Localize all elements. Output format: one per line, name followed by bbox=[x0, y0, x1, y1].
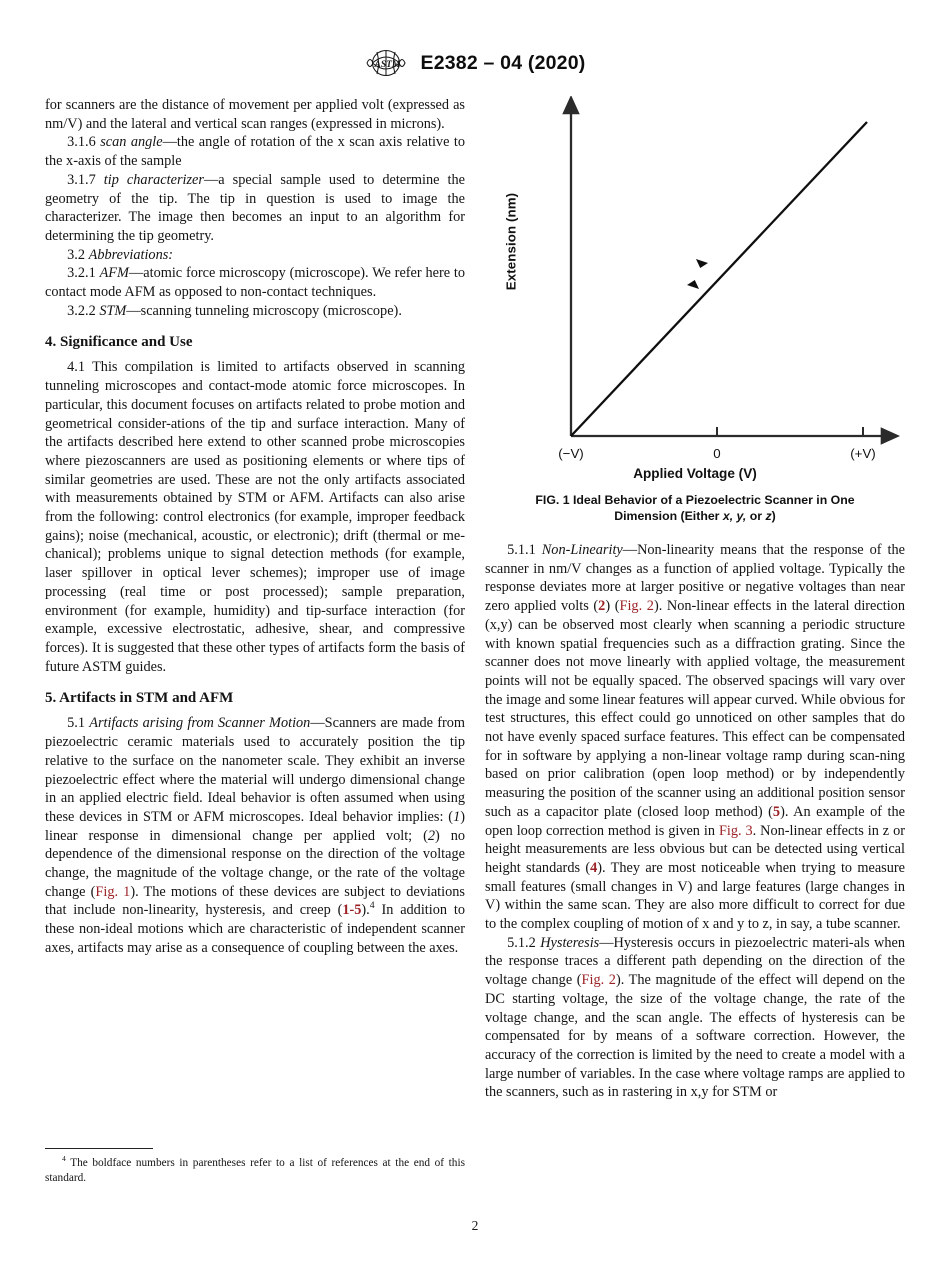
x-tick-label-left: (−V) bbox=[558, 446, 584, 461]
cross-reference-link[interactable]: Fig. 2 bbox=[619, 598, 654, 615]
p-3-1-6 bbox=[45, 133, 465, 170]
italic-term: STM bbox=[99, 302, 127, 319]
italic-term: Non-Linearity bbox=[541, 542, 623, 558]
p-3-2-2 bbox=[45, 302, 465, 321]
figure-caption-line-1: FIG. 1 Ideal Behavior of a Piezoelectric Scanner in One bbox=[535, 493, 855, 507]
text-run: ). Non-linear effects in the lateral direction (x,y) can be observed most clearly when scanning a periodic structure with known spatial frequencies such as a diffraction grating. Since the scanner does not move linearly with applied voltage, the measurement points will not be equally spaced. The observed spacings will vary over the image and some linear features will appear curved. While obvious for test structures, this effect could go unnoticed on other samples that do not have evenly spaced surface features. This effect can be compensated for in software by applying a non-linear voltage ramp during scan-ning based on prior calibration (open loop method) or by independently measuring the position of the scanner using an additional position sensor such as a capacitor plate (closed loop method) ( bbox=[485, 598, 905, 820]
footnote-zone bbox=[45, 1148, 465, 1185]
text-run: ) linear response in dimensional change per applied volt; ( bbox=[45, 808, 465, 844]
text-run: 5.1.1 bbox=[507, 542, 542, 558]
italic-term: tip characterizer bbox=[103, 171, 204, 188]
p-3-1-5-cont bbox=[45, 96, 465, 133]
italic-term: Abbreviations: bbox=[88, 246, 174, 263]
text-run: 5.1 bbox=[67, 715, 90, 732]
text-run: —a special sample used to determine the geometry of the tip. The tip in question is used to image the characterizer. The image then becomes an input to an algorithm for determining the tip geometry. bbox=[45, 171, 465, 244]
text-run: ). The motions of these devices are subject to deviations that include non-linearity, hysteresis, and creep ( bbox=[45, 883, 465, 919]
text-run: . Non-linear effects in z or height measurements are less obvious but can be detected using vertical height standards ( bbox=[485, 822, 905, 876]
figure-x-axis-label: Applied Voltage (V) bbox=[633, 466, 757, 481]
text-run: 3.2 bbox=[67, 246, 89, 263]
cross-reference-link[interactable]: Fig. 2 bbox=[581, 972, 616, 989]
p-3-2 bbox=[45, 246, 465, 265]
text-run: ). bbox=[361, 902, 370, 919]
text-run: —the angle of rotation of the x scan axis relative to the x-axis of the sample bbox=[45, 134, 465, 170]
p-3-1-7 bbox=[45, 171, 465, 246]
cross-reference-link[interactable]: Fig. 1 bbox=[95, 883, 131, 900]
p-3-2-1 bbox=[45, 264, 465, 301]
figure-caption-close-paren: ) bbox=[771, 508, 776, 523]
cross-reference-link[interactable]: 1-5 bbox=[342, 902, 362, 919]
text-run: —atomic force microscopy (microscope). We refer here to contact mode AFM as opposed to non-contact techniques. bbox=[45, 265, 465, 301]
cross-reference-link[interactable]: 4 bbox=[590, 859, 598, 876]
text-run: —Scanners are made from piezoelectric ceramic materials used to accurately position the tip relative to the surface on the nanometer scale. They exhibit an inverse piezoelectric effect where the material will undergo dimensional change in an applied electric field. Ideal behavior is often assumed when using these devices in STM or AFM microscopes. Ideal behavior implies: ( bbox=[45, 715, 465, 825]
figure-caption-axis-z: z bbox=[765, 508, 772, 523]
figure-1-plot bbox=[485, 96, 905, 464]
figure-1-caption bbox=[485, 493, 905, 524]
footnote-marker: 4 bbox=[369, 900, 375, 912]
figure-caption-line-2-pre: Dimension (Either bbox=[614, 508, 723, 523]
p-5-1 bbox=[45, 714, 465, 957]
text-run: 4.1 This compilation is limited to artifacts observed in scanning tunneling microscopes and contact-mode atomic force microscopes. In particular, this document focuses on artifacts related to probe motion and geometrical consider-ations of the tip and surface interaction. Many of the artifacts described here extend to other scanned probe microscopies where piezoscanners are used as positioning elements or where tips of similar geometries are used. These are not the only artifacts associated with measurements obtained by STM or AFM. Artifacts can also arise from the following: control electronics (for example, improper feedback gains); noise (mechanical, acoustic, or electronic); drift (thermal or me-chanical); problems unique to signal detection methods (for example, laser spillover in optical lever schemes); improper use of image processing (real time or post processed); sample preparation, environment (for example, humidity) and tip-surface interaction (for example, excessive electrostatic, adhesive, shear, and compressive forces). It is suggested that these other types of artifacts form the basis of future ASTM guides. bbox=[45, 359, 465, 675]
right-text-column bbox=[485, 541, 905, 1102]
text-run: —scanning tunneling microscopy (microscope). bbox=[126, 302, 402, 319]
svg-text:ASTM: ASTM bbox=[374, 60, 400, 70]
left-paragraph-group-2 bbox=[45, 358, 465, 676]
p-4-1 bbox=[45, 358, 465, 676]
footnote-number: 4 bbox=[61, 1154, 66, 1164]
italic-term: scan angle bbox=[100, 134, 163, 151]
text-run: ). An example of the open loop correction method is given in bbox=[485, 803, 905, 839]
bidirectional-arrowheads-icon bbox=[687, 259, 708, 289]
astm-logo-icon bbox=[365, 48, 407, 78]
text-run: 5.1.2 bbox=[507, 934, 541, 951]
cross-reference-link[interactable]: Fig. 3 bbox=[718, 822, 753, 839]
section-heading-4: 4. Significance and Use bbox=[45, 334, 193, 351]
right-paragraph-group bbox=[485, 541, 905, 1102]
footnote-body: The boldface numbers in parentheses refer to a list of references at the end of this standard. bbox=[45, 1157, 465, 1184]
text-run: —Hysteresis occurs in piezoelectric materi-als when the response traces a different path depending on the direction of the voltage change ( bbox=[485, 934, 905, 989]
figure-y-axis-label: Extension (nm) bbox=[503, 192, 519, 291]
text-run: 3.1.6 bbox=[67, 134, 101, 151]
footnote-divider bbox=[45, 1148, 153, 1149]
italic-term: AFM bbox=[99, 265, 129, 282]
page-number: 2 bbox=[471, 1218, 479, 1233]
section-heading-5: 5. Artifacts in STM and AFM bbox=[45, 690, 234, 707]
document-designation: E2382 – 04 (2020) bbox=[420, 51, 586, 74]
left-paragraph-group-3 bbox=[45, 714, 465, 957]
text-run: In addition to these non-ideal motions which are characteristic of independent scanner axes, artifacts may arise as a consequence of coupling between the axes. bbox=[45, 902, 466, 956]
text-run: 3.2.1 bbox=[67, 265, 100, 282]
text-run: 3.1.7 bbox=[67, 171, 104, 188]
text-run: 3.2.2 bbox=[67, 302, 100, 319]
figure-caption-conjunction: or bbox=[746, 508, 766, 523]
footnote-text bbox=[45, 1156, 465, 1185]
italic-term: 2 bbox=[427, 827, 435, 844]
figure-1-block bbox=[485, 96, 905, 524]
text-run: for scanners are the distance of movement per applied volt (expressed as nm/V) and the lateral and vertical scan ranges (expressed in microns). bbox=[45, 97, 465, 132]
figure-caption-axes-xy: x, y, bbox=[722, 508, 747, 523]
italic-term: Hysteresis bbox=[540, 934, 600, 951]
p-5-1-2 bbox=[485, 934, 905, 1102]
page-header bbox=[0, 48, 950, 78]
left-text-column bbox=[45, 96, 465, 958]
cross-reference-link[interactable]: 5 bbox=[772, 803, 781, 820]
cross-reference-link[interactable]: 2 bbox=[598, 598, 606, 615]
italic-term: 1 bbox=[453, 808, 461, 825]
text-run: ). The magnitude of the effect will depend on the DC starting voltage, the size of the voltage change, the rate of the voltage change, and the scan angle. The effects of hysteresis can be compensated for by means of a software correction. However, the accuracy of the correction is limited by the need to create a model with a large number of variables. In the case where voltage ramps are applied to the scanners, such as in rastering in x,y for STM or bbox=[485, 972, 905, 1101]
ideal-response-line bbox=[571, 122, 867, 436]
p-5-1-1 bbox=[485, 541, 905, 934]
text-run: ) ( bbox=[605, 598, 620, 615]
x-tick-label-center: 0 bbox=[713, 446, 721, 461]
text-run: —Non-linearity means that the response of the scanner in nm/V changes as a function of applied voltage. Typically the response deviates more at larger positive or negative voltages than near zero applied volts ( bbox=[485, 542, 905, 615]
text-run: ). They are most noticeable when trying to measure small features (small changes in V) and large features (large changes in V) within the same scan. They are also more difficult to correct for due to the complex coupling of motion of x and y to z, in say, a tube scanner. bbox=[485, 859, 905, 933]
text-run: ) no dependence of the dimensional response on the direction of the voltage change, the magnitude of the voltage change, or the rate of the voltage change ( bbox=[45, 827, 465, 900]
figure-1-canvas bbox=[485, 96, 905, 464]
x-tick-label-right: (+V) bbox=[850, 446, 876, 461]
left-paragraph-group-1 bbox=[45, 96, 465, 320]
italic-term: Artifacts arising from Scanner Motion bbox=[89, 715, 311, 732]
